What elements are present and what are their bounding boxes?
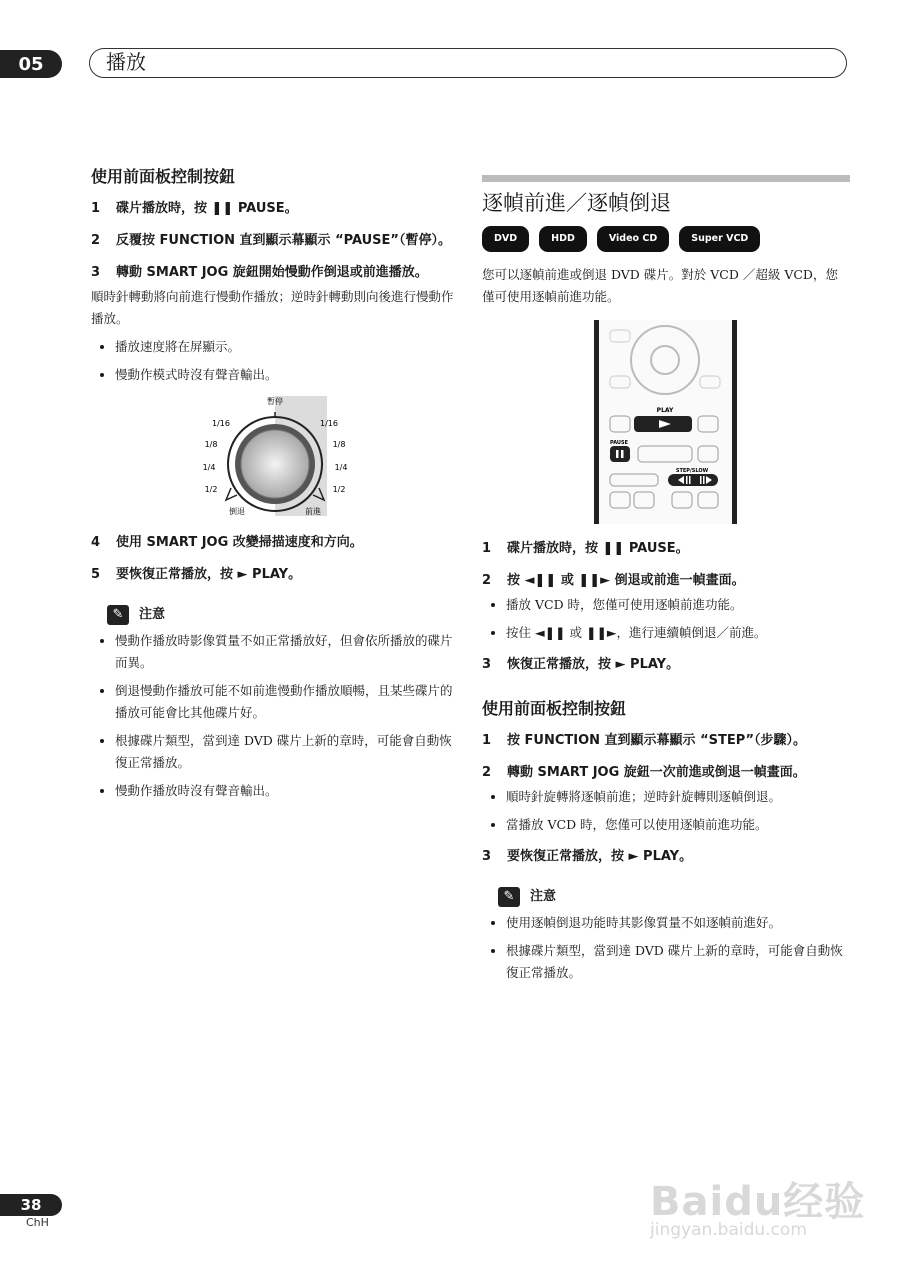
note-heading: ✎ 注意: [107, 604, 459, 626]
section-title: 逐幀前進／逐幀倒退: [482, 191, 671, 215]
dial-speed-left: 1/2: [204, 485, 218, 494]
note-list: [91, 630, 459, 802]
note-item: • 根據碟片類型，當到達 DVD 碟片上新的章時，可能會自動恢復正常播放。: [115, 730, 459, 774]
left-column: [91, 166, 459, 808]
dial-speed-right: 1/2: [332, 485, 346, 494]
step-item: 3 恢復正常播放，按 ► PLAY。: [482, 657, 680, 672]
page-number: 38: [0, 1194, 62, 1216]
bullet-list: [482, 786, 850, 836]
remote-step-label: STEP/SLOW: [675, 468, 709, 474]
dial-label-forward: 前進: [305, 507, 321, 516]
dial-speed-right: 1/16: [320, 419, 338, 428]
step-body: 順時針轉動將向前進行慢動作播放；逆時針轉動則向後進行慢動作播放。: [91, 289, 454, 326]
step-item: 4 使用 SMART JOG 改變掃描速度和方向。: [91, 535, 363, 550]
jog-dial-diagram: [91, 392, 459, 522]
step-item: 2 按 ◄❚❚ 或 ❚❚► 倒退或前進一幀畫面。: [482, 573, 745, 588]
page-language: ChH: [26, 1216, 49, 1229]
disc-badge: HDD: [539, 226, 587, 252]
dial-speed-right: 1/4: [334, 463, 348, 472]
remote-pause-label: PAUSE: [610, 440, 628, 446]
bullet-item: • 慢動作模式時沒有聲音輸出。: [115, 364, 459, 386]
section-divider: [482, 175, 850, 182]
step-item: 3 轉動 SMART JOG 旋鈕開始慢動作倒退或前進播放。: [91, 265, 428, 280]
disc-badge: Super VCD: [679, 226, 760, 252]
note-list: [482, 912, 850, 984]
disc-badge: DVD: [482, 226, 529, 252]
dial-speed-left: 1/16: [212, 419, 230, 428]
note-item: • 使用逐幀倒退功能時其影像質量不如逐幀前進好。: [506, 912, 850, 934]
bullet-item: • 播放速度將在屏顯示。: [115, 336, 459, 358]
bullet-item: • 播放 VCD 時，您僅可使用逐幀前進功能。: [506, 594, 850, 616]
note-item: • 慢動作播放時沒有聲音輸出。: [115, 780, 459, 802]
step-item: 1 碟片播放時，按 ❚❚ PAUSE。: [91, 201, 298, 216]
disc-badge: Video CD: [597, 226, 669, 252]
step-item: 3 要恢復正常播放，按 ► PLAY。: [482, 849, 693, 864]
right-heading: 使用前面板控制按鈕: [482, 699, 627, 718]
bullet-list: [482, 594, 850, 644]
left-heading: 使用前面板控制按鈕: [91, 167, 236, 186]
bullet-item: • 順時針旋轉將逐幀前進；逆時針旋轉則逐幀倒退。: [506, 786, 850, 808]
dial-speed-left: 1/4: [202, 463, 216, 472]
bullet-list: [91, 336, 459, 386]
note-item: • 倒退慢動作播放可能不如前進慢動作播放順暢，且某些碟片的播放可能會比其他碟片好。: [115, 680, 459, 724]
disc-badges: [482, 226, 850, 252]
chapter-number-badge: 05: [0, 50, 62, 78]
watermark-url: jingyan.baidu.com: [650, 1220, 807, 1240]
intro-text: 您可以逐幀前進或倒退 DVD 碟片。對於 VCD ／超級 VCD，您僅可使用逐幀前進功能。: [482, 267, 838, 304]
step-item: 1 按 FUNCTION 直到顯示幕顯示 “STEP”（步驟）。: [482, 733, 807, 748]
right-column: [482, 175, 850, 990]
watermark-logo: Baidu经验: [650, 1179, 866, 1225]
pencil-icon: ✎: [107, 605, 129, 625]
bullet-item: • 當播放 VCD 時，您僅可以使用逐幀前進功能。: [506, 814, 850, 836]
step-item: 2 轉動 SMART JOG 旋鈕一次前進或倒退一幀畫面。: [482, 765, 806, 780]
step-item: 2 反覆按 FUNCTION 直到顯示幕顯示 “PAUSE”（暫停）。: [91, 233, 451, 248]
remote-illustration: [482, 318, 850, 528]
dial-label-pause: 暫停: [267, 397, 283, 406]
chapter-title: 播放: [89, 48, 847, 78]
step-item: 5 要恢復正常播放，按 ► PLAY。: [91, 567, 302, 582]
remote-play-label: PLAY: [656, 407, 674, 414]
step-item: 1 碟片播放時，按 ❚❚ PAUSE。: [482, 541, 689, 556]
note-item: • 慢動作播放時影像質量不如正常播放好，但會依所播放的碟片而異。: [115, 630, 459, 674]
dial-speed-left: 1/8: [204, 440, 218, 449]
bullet-item: • 按住 ◄❚❚ 或 ❚❚►，進行連續幀倒退／前進。: [506, 622, 850, 644]
note-heading: ✎ 注意: [498, 886, 850, 908]
dial-label-reverse: 倒退: [229, 507, 245, 516]
pencil-icon: ✎: [498, 887, 520, 907]
dial-speed-right: 1/8: [332, 440, 346, 449]
note-item: • 根據碟片類型，當到達 DVD 碟片上新的章時，可能會自動恢復正常播放。: [506, 940, 850, 984]
